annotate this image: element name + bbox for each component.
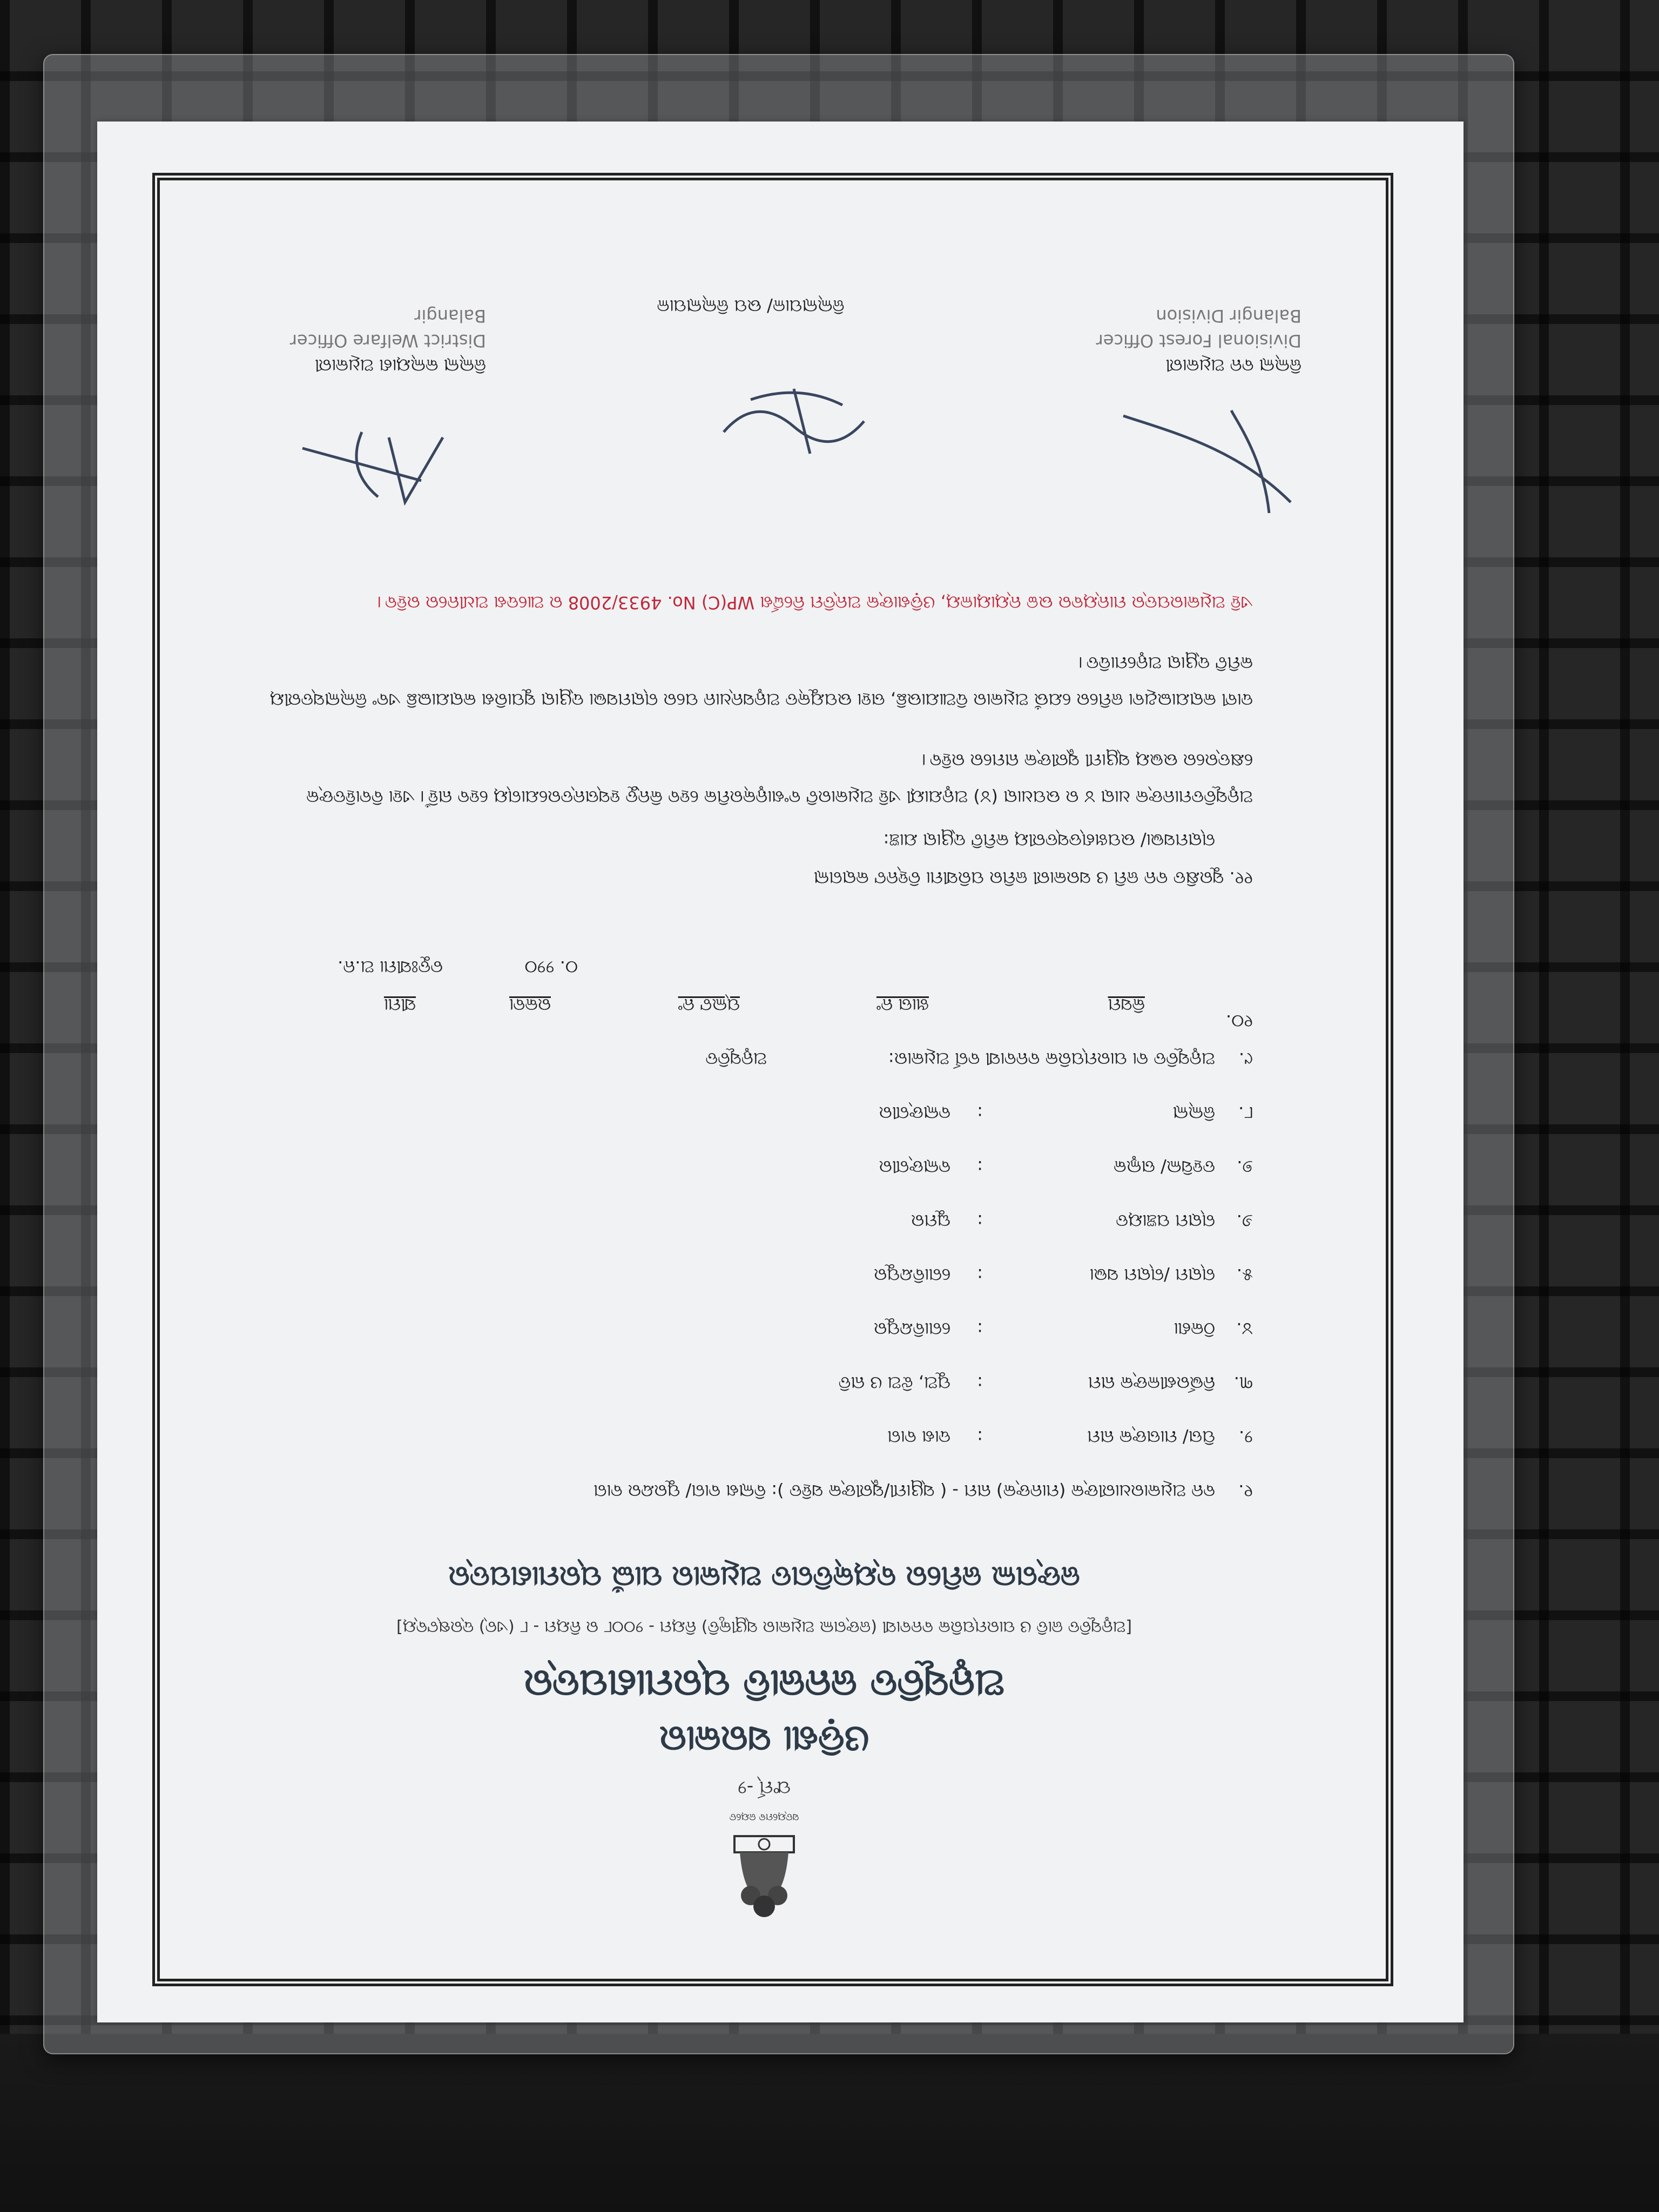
field-label: ନିର୍ଭରଶୀଳଙ୍କ ନାମ	[1088, 1373, 1215, 1393]
field-number: ୧.	[1238, 1481, 1253, 1501]
field-label: ପିତା/ ମାତାଙ୍କ ନାମ	[1087, 1427, 1215, 1447]
field-row-village: ୫. ଗ୍ରାମ /ଗ୍ରାମ ସଭା : ଗୋବିନ୍ଦପୁର	[873, 1265, 1253, 1285]
field-number: ୨.	[1238, 1427, 1253, 1447]
field-row-parent-name: ୨. ପିତା/ ମାତାଙ୍କ ନାମ : ଦାଶ ବାଗ	[887, 1427, 1253, 1447]
land-header-plot: ପ୍ଲଟ ନଂ	[678, 995, 740, 1015]
form-number: ଫର୍ମ୍ -୨	[737, 1777, 791, 1798]
signature-block-forest-officer	[999, 304, 1301, 378]
welfare-officer-title-en: District Welfare Officer	[289, 331, 486, 351]
field-row-tahasil: ୭. ତହସିଲ/ ତାଲୁକ : ବଲାଙ୍ଗୀର	[879, 1157, 1253, 1177]
land-item-number: ୧୦.	[1225, 1011, 1253, 1031]
signature-collector	[713, 378, 875, 464]
certificate-title: ଅନୁସୂଚିତ ଜନଜାତି ପ୍ରମାଣପତ୍ର	[523, 1662, 1005, 1707]
field-value: ଅନୁସୂଚିତ	[705, 1049, 767, 1069]
national-emblem-icon	[724, 1825, 805, 1933]
field-label: ଜିଲ୍ଲା	[1172, 1103, 1215, 1123]
land-area-value: ୦. ୨୨୦	[524, 957, 578, 977]
welfare-officer-title-or: ଜିଲ୍ଲା କଲ୍ୟାଣ ଅଧିକାରୀ	[314, 355, 486, 376]
field-row-category	[281, 1042, 1253, 1069]
field-label: ଗ୍ରାମ /ଗ୍ରାମ ସଭା	[1089, 1265, 1215, 1285]
field-row-panchayat: ୬. ଗ୍ରାମ ପଞ୍ଚାୟତ : ଘୁମର	[911, 1211, 1253, 1231]
signature-block-collector	[599, 294, 902, 378]
item-11-text: ୧୧. ସୁରକ୍ଷିତ ବନ ଜମି ଓ ସରକାରୀ ଜମିର ପରିସୀମା ଚିହ୍ନଟ କରାଗଲା	[813, 868, 1253, 888]
land-header-area: ରକବା	[509, 995, 551, 1015]
field-number: ୭.	[1237, 1157, 1253, 1177]
field-value: ବଲାଙ୍ଗୀର	[879, 1103, 950, 1123]
field-number: ୩.	[1233, 1373, 1253, 1393]
item-11-subtext: ଗ୍ରାମସଭା/ ଉପଖଣ୍ଡସ୍ତରୀୟ କମିଟି ଦ୍ୱାରା ଯାଞ୍ଚ:	[883, 830, 1215, 851]
land-header-kisam: କିସମ	[1108, 995, 1145, 1015]
land-header-boundary: ସୀମା	[383, 995, 416, 1015]
field-row-dependents: ୩. ନିର୍ଭରଶୀଳଙ୍କ ନାମ : ପୁଅ, ଝିଅ ଓ ନାତି	[838, 1373, 1253, 1393]
forest-officer-division: Balangir Division	[1156, 306, 1301, 326]
field-value: ଗୋବିନ୍ଦପୁର	[873, 1265, 950, 1285]
collector-title: ଜିଲ୍ଲାପାଳ/ ଉପ ଜିଲ୍ଲାପାଳ	[657, 296, 845, 316]
field-label: ତହସିଲ/ ତାଲୁକ	[1113, 1157, 1215, 1177]
field-label: ଠିକଣା	[1174, 1319, 1215, 1339]
signature-welfare-officer	[292, 421, 454, 513]
document-content	[167, 189, 1361, 1955]
emblem-caption: ସତ୍ୟମେବ ଜୟତେ	[729, 1811, 799, 1823]
paragraph-inheritance: ଅନୁସୂଚିତମାନଙ୍କ ଧାରା ୪ ର ଉପଧାରା (୪) ଅନୁଯାୟୀ ଏହି ଅଧିକାରଟି ବଂଶାନୁକ୍ରମିକ ହେବ କିନ୍ତୁ ହସ୍ତାନ୍ତରଯୋଗ୍ୟ ହେବ ନାହିଁ। ଏହା ବିବାହିତଙ୍କ କ୍ଷେତ୍ରରେ ଉଭୟ ସ୍ୱାମୀ ସ୍ତ୍ରୀଙ୍କ ନାମରେ ରହିବ।	[306, 750, 1253, 807]
field-number: ୬.	[1236, 1211, 1253, 1231]
field-value: ବଲାଙ୍ଗୀର	[879, 1157, 950, 1177]
field-label: ବନ ଅଧିକାରଧାରୀଙ୍କ (ମାନଙ୍କ) ନାମ - ( ସ୍ୱାମୀ/ସ୍ତ୍ରୀଙ୍କ ସହିତ ): ବିଲାଶ ବାଗ/ ପୁରନ୍ଦର ବାଗ	[593, 1481, 1215, 1501]
field-value: ଦାଶ ବାଗ	[887, 1427, 950, 1447]
field-number: ୮.	[1238, 1103, 1253, 1123]
forest-officer-title-or: ଜିଲ୍ଲା ବନ ଅଧିକାରୀ	[1165, 355, 1301, 376]
document-paper	[97, 122, 1464, 2022]
field-value: ପୁଅ, ଝିଅ ଓ ନାତି	[838, 1373, 950, 1393]
field-row-holder-names	[281, 1474, 1253, 1501]
paragraph-approval: ଦାବୀ କରାଯାଇଥିବା ଜମିରେ ଯେଉଁ ଅଧିକାର ଦିଆଯାଉଛି, ତାହା ଉପଯୁକ୍ତ ଅନୁସନ୍ଧାନ ପରେ ଗ୍ରାମସଭା ଦ୍ୱାରା ସୁପାରିଶ କରାଯାଇଛି ଏବଂ ଜିଲ୍ଲାସ୍ତରୀୟ କମିଟି ଦ୍ୱାରା ଅନୁମୋଦିତ।	[269, 653, 1253, 710]
background-floor	[0, 2034, 1659, 2212]
land-details-table	[335, 934, 1253, 1031]
certificate-subtitle: ଜଙ୍ଗଲ ଜମିରେ ବ୍ୟକ୍ତିଗତ ଅଧିକାର ପାଇଁ ପ୍ରମାଣପତ୍ର	[448, 1560, 1080, 1593]
signature-forest-officer	[1112, 405, 1301, 524]
forest-officer-title-en: Divisional Forest Officer	[1096, 331, 1301, 351]
field-number: ୪.	[1236, 1319, 1253, 1339]
field-value: ଗୋବିନ୍ଦପୁର	[873, 1319, 950, 1339]
land-header-khata: ଖାତା ନଂ	[876, 995, 929, 1015]
field-row-address: ୪. ଠିକଣା : ଗୋବିନ୍ଦପୁର	[873, 1319, 1253, 1339]
paragraph-court-order: ଏହି ଅଧିକାରପତ୍ର ମାନ୍ୟବର ଉଚ୍ଚ ନ୍ୟାୟାଳୟ, ଓଡ଼ିଶାଙ୍କ ଅନ୍ତିମ ନିର୍ଦ୍ଦେଶ WP(C) No. 4933/2008 ର ଆଦେଶ ଅଧୀନରେ ରହିବ।	[377, 592, 1253, 613]
welfare-officer-district: Balangir	[414, 306, 486, 326]
field-label: ଅନୁସୂଚିତ ବା ପାରମ୍ପରିକ ବନବାସୀ ବର୍ଗ ଅଧିକାର:	[888, 1049, 1215, 1069]
field-label: ଗ୍ରାମ ପଞ୍ଚାୟତ	[1116, 1211, 1215, 1231]
rule-note: [ଅନୁସୂଚିତ ଜାତି ଓ ପାରମ୍ପରିକ ବନବାସୀ (ଜଙ୍ଗଲ ଅଧିକାର ସ୍ୱୀକୃତି) ନିୟମ - ୨୦୦୮ ର ନିୟମ - ୮ (ଏଚ୍) ଦ୍ରଷ୍ଟବ୍ୟ]	[396, 1617, 1132, 1636]
field-number: ୫.	[1236, 1265, 1253, 1285]
government-title: ଓଡ଼ିଶା ସରକାର	[659, 1718, 869, 1761]
signature-block-welfare-officer	[184, 304, 486, 378]
field-value: ଘୁମର	[911, 1211, 950, 1231]
field-row-district: ୮. ଜିଲ୍ଲା : ବଲାଙ୍ଗୀର	[879, 1103, 1253, 1123]
field-number: ୯.	[1238, 1049, 1253, 1069]
land-boundary-value: ଚତୁଃସୀମା ଅ.ନ.	[338, 957, 443, 977]
